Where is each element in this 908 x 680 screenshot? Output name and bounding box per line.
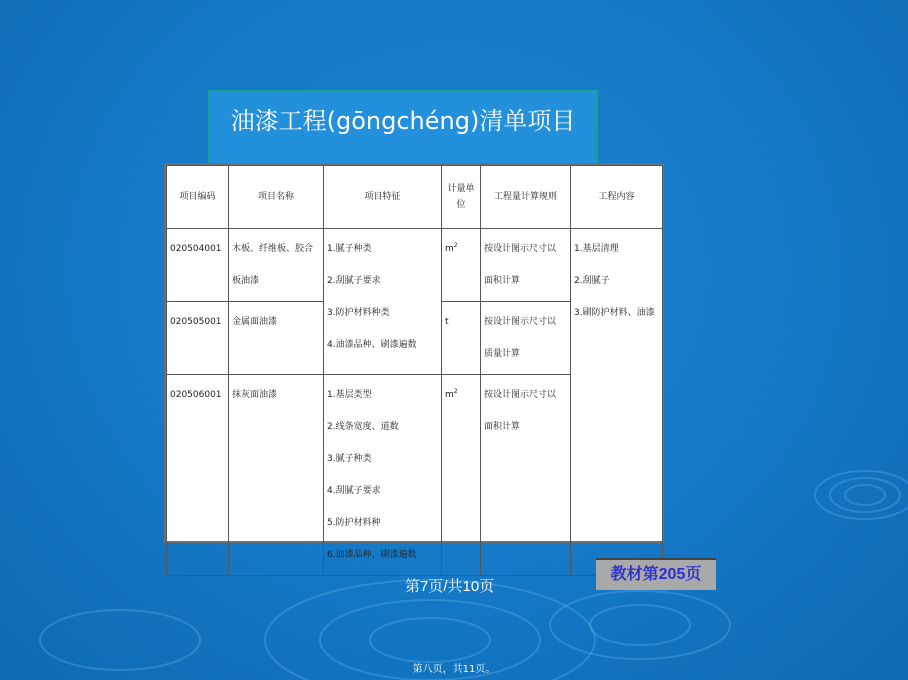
- bill-of-quantities-table: [164, 163, 664, 560]
- row-name-line: 板油漆: [232, 276, 260, 286]
- content-line: 1.基层清理: [574, 244, 619, 254]
- table-header-row: [167, 166, 663, 229]
- rule-line: 面积计算: [484, 276, 521, 286]
- row-rule: [481, 302, 571, 375]
- feature-line: 3.防护材料种类: [327, 308, 390, 318]
- unit-value: m: [445, 390, 454, 400]
- header-content: 工程内容: [571, 166, 663, 229]
- table-row: [167, 229, 663, 302]
- row-work-content: [571, 229, 663, 576]
- rule-line: 按设计图示尺寸以: [484, 390, 557, 400]
- row-rule: [481, 375, 571, 576]
- row-name-line: 木板、纤维板、胶合: [232, 244, 314, 254]
- row-unit: [442, 229, 481, 302]
- feature-line: 5.防护材料种: [327, 518, 381, 528]
- row-name: [229, 229, 324, 302]
- content-line: 2.刮腻子: [574, 276, 610, 286]
- row-unit: [442, 375, 481, 576]
- slide-footer: 第八页，共11页。: [412, 664, 496, 675]
- row-name-line: 金属面油漆: [232, 317, 278, 327]
- row-name: [229, 302, 324, 375]
- row-code: 020504001: [167, 229, 229, 302]
- unit-superscript: 2: [453, 388, 458, 395]
- row-name: [229, 375, 324, 576]
- slide-title-box: [208, 90, 598, 170]
- textbook-reference-badge: 教材第205页: [596, 558, 716, 590]
- feature-line: 3.腻子种类: [327, 454, 372, 464]
- unit-value: t: [445, 317, 449, 327]
- rule-line: 面积计算: [484, 422, 521, 432]
- feature-line: 1.腻子种类: [327, 244, 372, 254]
- feature-line: 1.基层类型: [327, 390, 372, 400]
- header-code: 项目编码: [167, 166, 229, 229]
- row-code: 020505001: [167, 302, 229, 375]
- row-features: [324, 375, 442, 576]
- header-rule: 工程量计算规则: [481, 166, 571, 229]
- header-feature: 项目特征: [324, 166, 442, 229]
- row-code: 020506001: [167, 375, 229, 576]
- row-rule: [481, 229, 571, 302]
- rule-line: 按设计图示尺寸以: [484, 244, 557, 254]
- rule-line: 质量计算: [484, 349, 521, 359]
- feature-line: 4.油漆品种、刷漆遍数: [327, 340, 417, 350]
- row-unit: [442, 302, 481, 375]
- feature-line: 2.刮腻子要求: [327, 276, 381, 286]
- slide-title: 油漆工程(gōngchéng)清单项目: [230, 107, 576, 135]
- feature-line: 6.油漆品种、刷漆遍数: [327, 550, 417, 560]
- row-name-line: 抹灰面油漆: [232, 390, 278, 400]
- unit-superscript: 2: [453, 242, 458, 249]
- page-indicator: 第7页/共10页: [405, 578, 495, 595]
- header-name: 项目名称: [229, 166, 324, 229]
- rule-line: 按设计图示尺寸以: [484, 317, 557, 327]
- row-features: [324, 229, 442, 375]
- header-unit: 计量单位: [442, 166, 481, 229]
- feature-line: 4.刮腻子要求: [327, 486, 381, 496]
- feature-line: 2.线条宽度、道数: [327, 422, 399, 432]
- content-line: 3.刷防护材料、油漆: [574, 308, 655, 318]
- unit-value: m: [445, 244, 454, 254]
